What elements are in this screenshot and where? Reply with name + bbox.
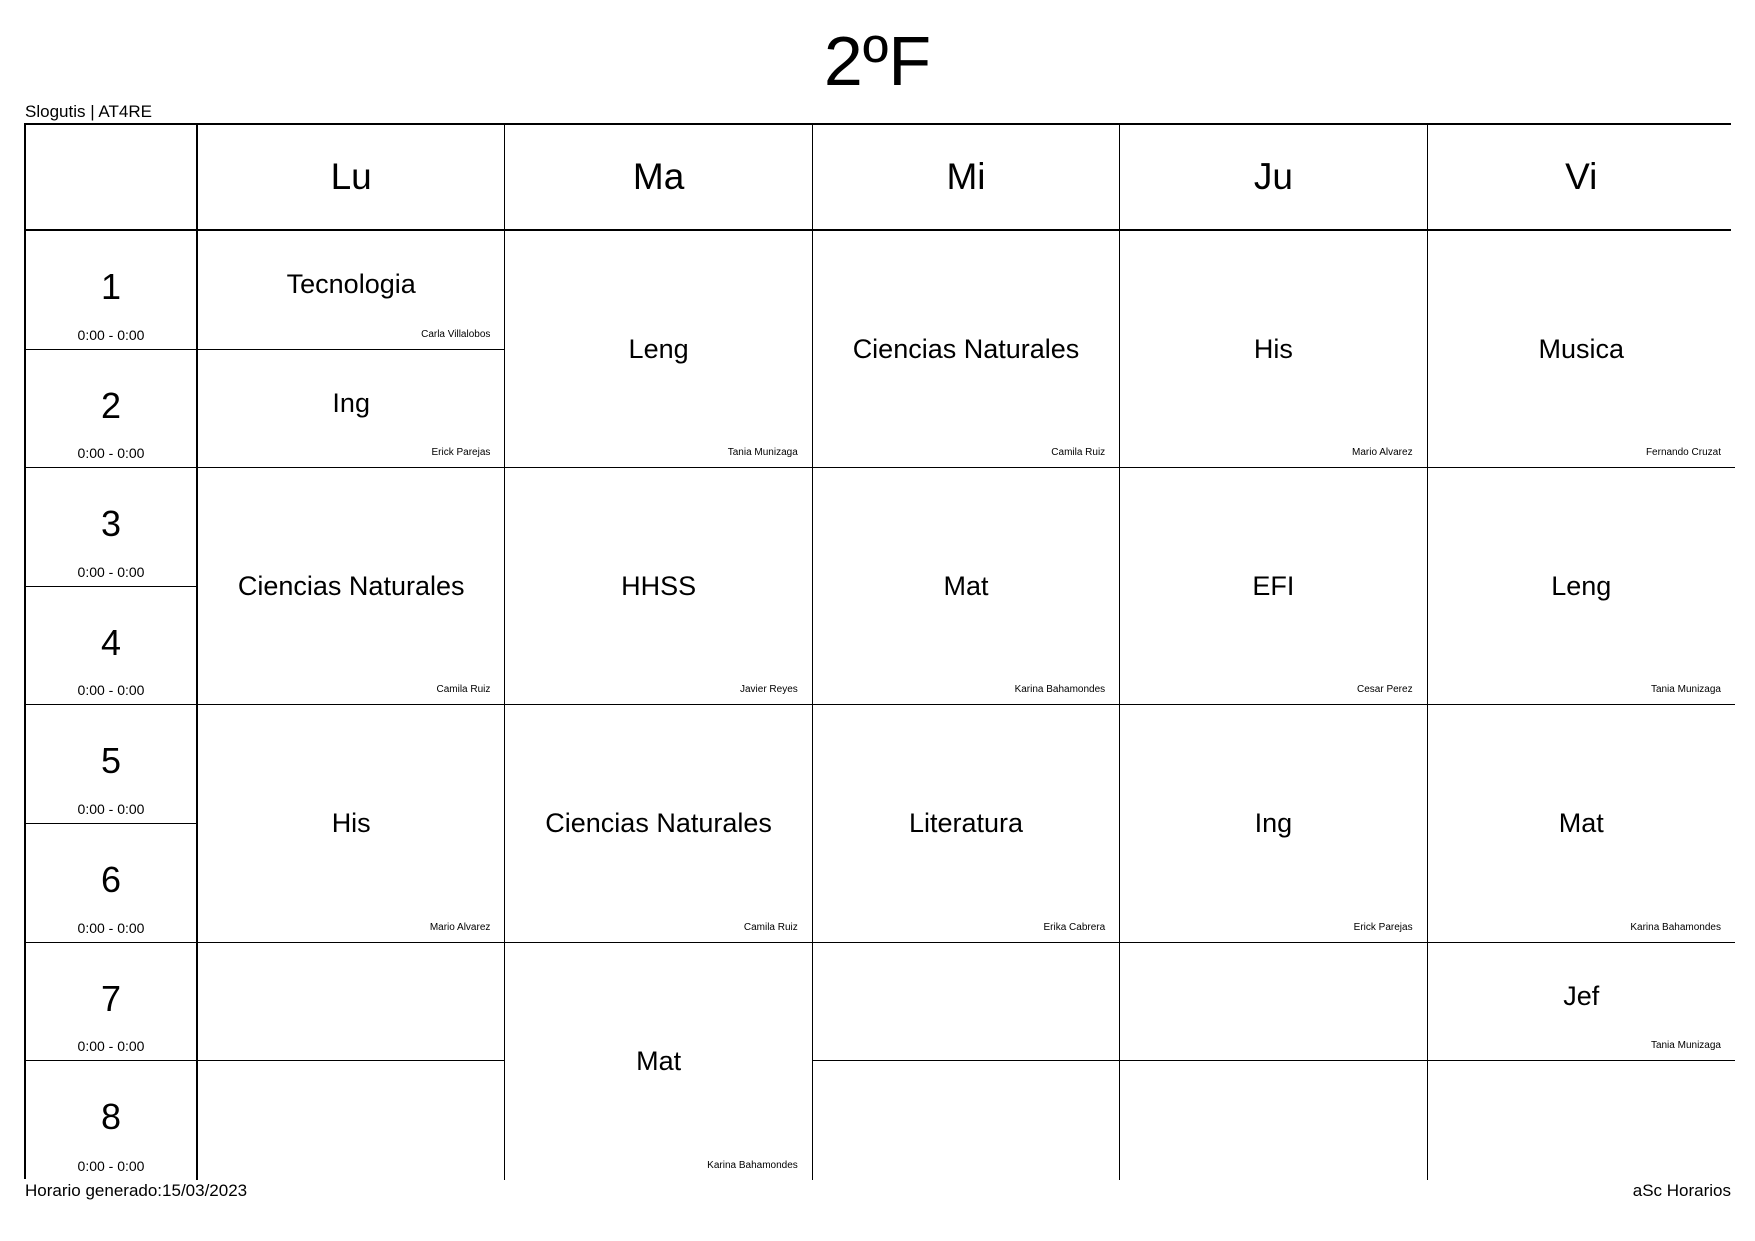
lesson-subject: Ing (332, 387, 370, 418)
period-number: 6 (100, 859, 122, 900)
lesson-cell (813, 468, 1120, 705)
lesson-teacher: Karina Bahamondes (1630, 921, 1721, 933)
period-cell (26, 350, 198, 469)
lesson-subject: Tecnologia (286, 269, 416, 299)
lesson-subject: Leng (1551, 571, 1612, 602)
lesson-teacher: Erika Cabrera (1043, 921, 1106, 933)
empty-slot (813, 943, 1120, 1062)
day-header: Ju (1120, 125, 1427, 229)
generated-date: Horario generado:15/03/2023 (25, 1181, 248, 1200)
period-cell (26, 705, 198, 824)
empty-slot (198, 1061, 505, 1180)
period-cell (26, 1061, 198, 1180)
period-number: 8 (100, 1096, 122, 1138)
lesson-subject: Jef (1563, 980, 1600, 1011)
lesson-subject: Ciencias Naturales (852, 334, 1080, 364)
lesson-subject: Musica (1538, 334, 1625, 364)
lesson-teacher: Fernando Cruzat (1645, 447, 1721, 459)
lesson-cell (1428, 705, 1735, 942)
lesson-subject: HHSS (621, 571, 697, 602)
lesson-cell (1428, 231, 1735, 468)
period-number: 5 (100, 740, 122, 782)
lesson-teacher: Tania Munizaga (1650, 684, 1721, 696)
lesson-teacher: Mario Alvarez (429, 921, 491, 933)
lesson-teacher: Erick Parejas (1353, 921, 1413, 933)
lesson-cell (1428, 468, 1735, 705)
empty-slot (1120, 1061, 1427, 1180)
period-time: 0:00 - 0:00 (77, 326, 145, 343)
period-time: 0:00 - 0:00 (77, 919, 145, 936)
empty-slot (198, 943, 505, 1062)
empty-slot (1428, 1061, 1735, 1180)
lesson-cell (1120, 468, 1427, 705)
lesson-teacher: Javier Reyes (739, 684, 798, 696)
lesson-teacher: Carla Villalobos (421, 328, 491, 340)
lesson-subject: Ciencias Naturales (545, 808, 772, 839)
lesson-teacher: Cesar Perez (1357, 684, 1413, 696)
lesson-subject: His (331, 808, 371, 839)
lesson-subject: Ing (1254, 808, 1293, 839)
period-number: 7 (100, 977, 122, 1019)
lesson-subject: Literatura (908, 808, 1024, 839)
day-header: Ma (505, 125, 812, 229)
lesson-subject: Leng (628, 334, 689, 364)
lesson-cell (1120, 231, 1427, 468)
lesson-teacher: Camila Ruiz (1051, 447, 1106, 459)
lesson-cell (198, 231, 505, 350)
timetable-title: 2ºF (823, 22, 932, 100)
period-time: 0:00 - 0:00 (77, 1038, 145, 1055)
lesson-cell (198, 350, 505, 469)
lesson-cell (198, 468, 505, 705)
lesson-cell (505, 468, 812, 705)
day-header: Vi (1428, 125, 1735, 229)
period-time: 0:00 - 0:00 (77, 682, 145, 699)
lesson-subject: EFI (1252, 571, 1295, 602)
lesson-cell (1428, 943, 1735, 1062)
day-header: Lu (198, 125, 505, 229)
period-cell (26, 468, 198, 587)
period-number: 1 (100, 266, 122, 307)
period-cell (26, 587, 198, 706)
empty-slot (813, 1061, 1120, 1180)
period-time: 0:00 - 0:00 (77, 445, 145, 462)
lesson-cell (198, 705, 505, 942)
lesson-teacher: Erick Parejas (431, 447, 491, 459)
lesson-teacher: Mario Alvarez (1352, 447, 1413, 459)
lesson-teacher: Camila Ruiz (436, 684, 491, 696)
lesson-teacher: Tania Munizaga (727, 447, 798, 459)
lesson-cell (505, 705, 812, 942)
lesson-subject: Mat (636, 1045, 682, 1076)
lesson-teacher: Karina Bahamondes (707, 1159, 798, 1171)
period-time: 0:00 - 0:00 (77, 800, 145, 817)
period-number: 2 (100, 384, 122, 426)
school-name: Slogutis | AT4RE (25, 102, 152, 121)
lesson-subject: Mat (1558, 808, 1604, 839)
lesson-subject: His (1253, 334, 1293, 364)
app-credit: aSc Horarios (1632, 1181, 1731, 1200)
period-number: 3 (100, 503, 122, 545)
timetable-grid (24, 123, 1731, 1179)
empty-slot (1120, 943, 1427, 1062)
day-header: Mi (813, 125, 1120, 229)
lesson-cell (1120, 705, 1427, 942)
period-cell (26, 231, 198, 350)
lesson-teacher: Camila Ruiz (743, 921, 798, 933)
lesson-subject: Mat (943, 571, 989, 602)
lesson-cell (813, 705, 1120, 942)
lesson-cell (505, 231, 812, 468)
lesson-subject: Ciencias Naturales (237, 571, 465, 602)
lesson-teacher: Tania Munizaga (1650, 1040, 1721, 1052)
lesson-teacher: Karina Bahamondes (1014, 684, 1106, 696)
period-cell (26, 824, 198, 943)
period-time: 0:00 - 0:00 (77, 1157, 145, 1174)
period-number: 4 (100, 621, 122, 663)
period-time: 0:00 - 0:00 (77, 563, 145, 580)
corner-cell (26, 125, 198, 229)
lesson-cell (813, 231, 1120, 468)
period-cell (26, 943, 198, 1062)
lesson-cell (505, 943, 812, 1180)
